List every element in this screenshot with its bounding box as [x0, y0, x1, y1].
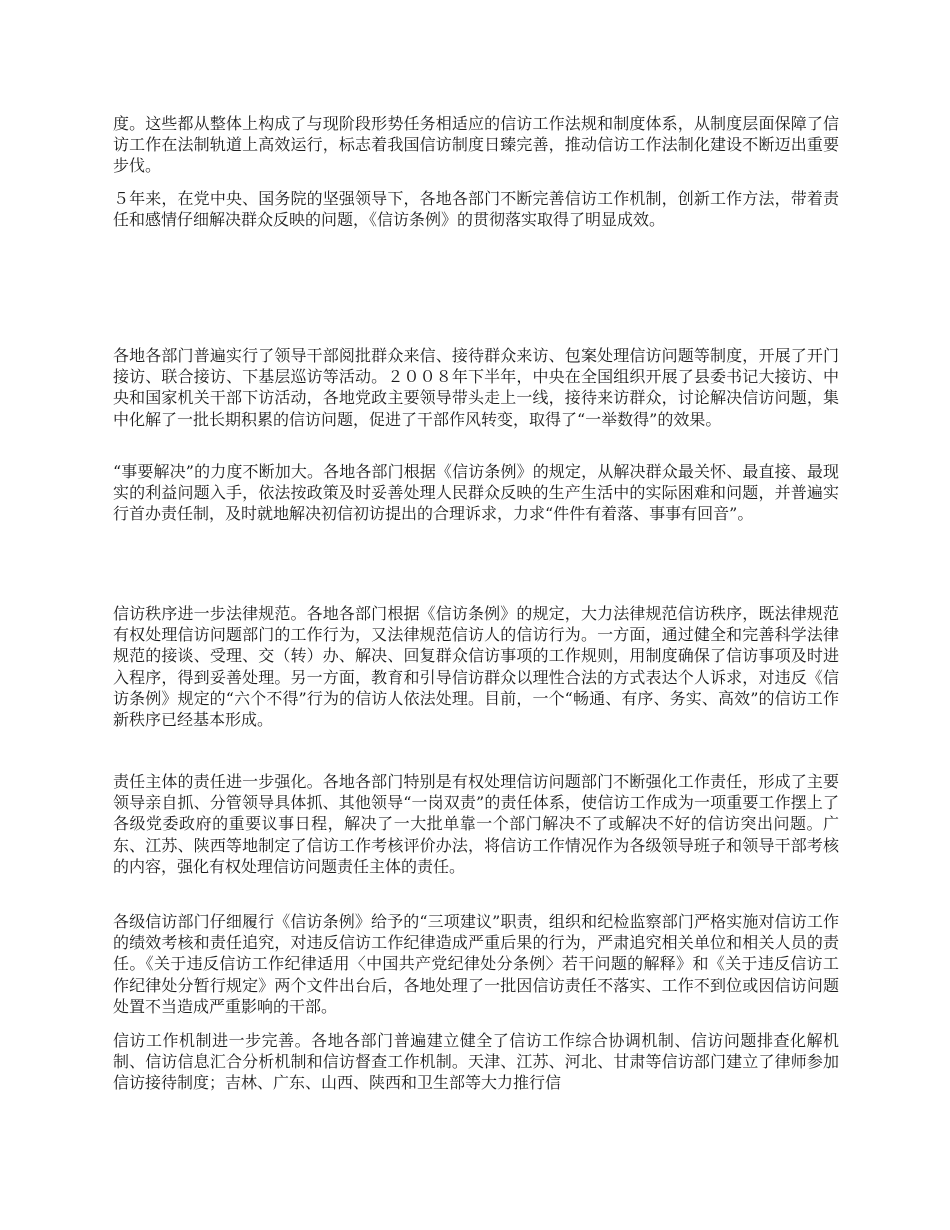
- paragraph-five-years: ５年来，在党中央、国务院的坚强领导下，各地各部门不断完善信访工作机制，创新工作方法，带着责任和感情仔细解决群众反映的问题，《信访条例》的贯彻落实取得了明显成效。: [113, 189, 839, 230]
- paragraph-leadership-reception: 各地各部门普遍实行了领导干部阅批群众来信、接待群众来访、包案处理信访问题等制度，开展了开门接访、联合接访、下基层巡访等活动。２００８年下半年，中央在全国组织开展了县委书记大接访、中央和国家机关干部下访活动，各地党政主要领导带头走上一线，接待来访群众，讨论解决信访问题，集中化解了一批长期积累的信访问题，促进了干部作风转变，取得了“一举数得”的效果。: [113, 346, 839, 429]
- paragraph-legal-framework: 度。这些都从整体上构成了与现阶段形势任务相适应的信访工作法规和制度体系，从制度层面保障了信访工作在法制轨道上高效运行，标志着我国信访制度日臻完善，推动信访工作法制化建设不断迈出重要步伐。: [113, 114, 839, 176]
- paragraph-responsibility: 责任主体的责任进一步强化。各地各部门特别是有权处理信访问题部门不断强化工作责任，形成了主要领导亲自抓、分管领导具体抓、其他领导“一岗双责”的责任体系，使信访工作成为一项重要工作摆上了各级党委政府的重要议事日程，解决了一大批单靠一个部门解决不了或解决不好的信访突出问题。广东、江苏、陕西等地制定了信访工作考核评价办法，将信访工作情况作为各级领导班子和领导干部考核的内容，强化有权处理信访问题责任主体的责任。: [113, 772, 839, 876]
- paragraph-mechanism: 信访工作机制进一步完善。各地各部门普遍建立健全了信访工作综合协调机制、信访问题排查化解机制、信访信息汇合分析机制和信访督查工作机制。天津、江苏、河北、甘肃等信访部门建立了律师参加信访接待制度；吉林、广东、山西、陕西和卫生部等大力推行信: [113, 1031, 839, 1093]
- paragraph-petition-order: 信访秩序进一步法律规范。各地各部门根据《信访条例》的规定，大力法律规范信访秩序，既法律规范有权处理信访问题部门的工作行为，又法律规范信访人的信访行为。一方面，通过健全和完善科学法律规范的接谈、受理、交（转）办、解决、回复群众信访事项的工作规则，用制度确保了信访事项及时进入程序，得到妥善处理。另一方面，教育和引导信访群众以理性合法的方式表达个人诉求，对违反《信访条例》规定的“六个不得”行为的信访人依法处理。目前，一个“畅通、有序、务实、高效”的信访工作新秩序已经基本形成。: [113, 604, 839, 730]
- paragraph-problem-solving: “事要解决”的力度不断加大。各地各部门根据《信访条例》的规定，从解决群众最关怀、最直接、最现实的利益问题入手，依法按政策及时妥善处理人民群众反映的生产生活中的实际困难和问题，并普遍实行首办责任制，及时就地解决初信初访提出的合理诉求，力求“件件有着落、事事有回音”。: [113, 462, 839, 524]
- paragraph-accountability: 各级信访部门仔细履行《信访条例》给予的“三项建议”职责，组织和纪检监察部门严格实施对信访工作的绩效考核和责任追究，对违反信访工作纪律造成严重后果的行为，严肃追究相关单位和相关人员的责任。《关于违反信访工作纪律适用〈中国共产党纪律处分条例〉若干问题的解释》和《关于违反信访工作纪律处分暂行规定》两个文件出台后，各地处理了一批因信访责任不落实、工作不到位或因信访问题处置不当造成严重影响的干部。: [113, 912, 839, 1016]
